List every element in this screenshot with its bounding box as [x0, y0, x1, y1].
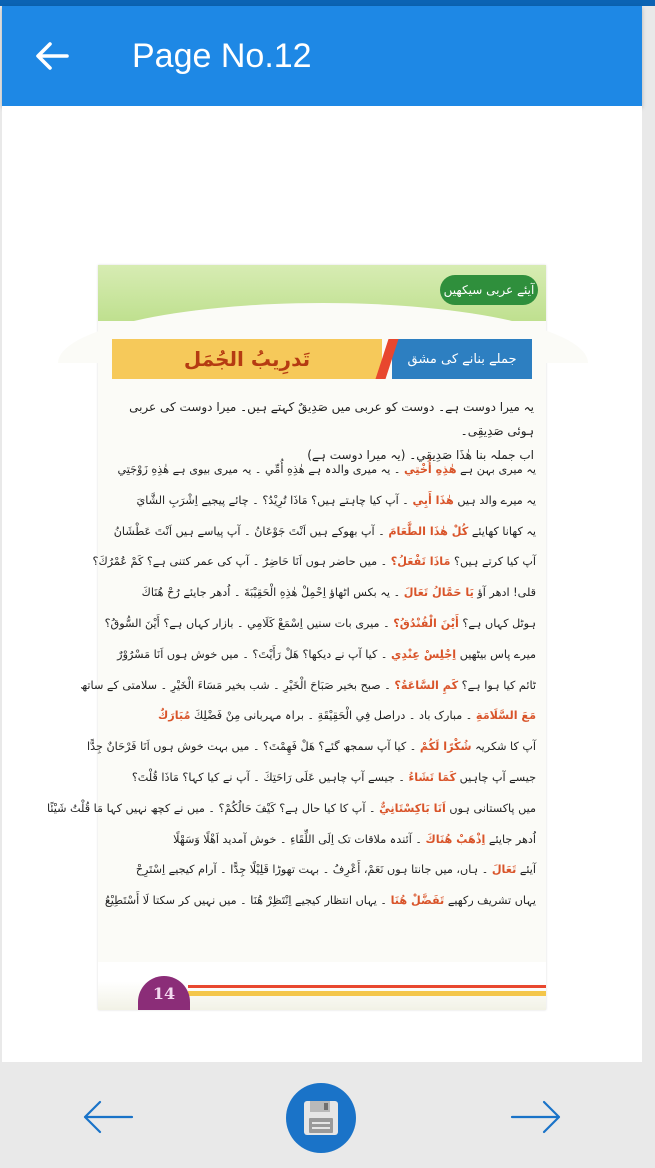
floppy-disk-icon [301, 1098, 341, 1138]
exercise-line: مَعَ السَّلَامَةِ ۔ مبارک باد ۔ دراصل فِي الْحَقِیْقَةِ ۔ براہ مہربانی مِنْ فَضْلِكَ مُبَارَكٌ [158, 709, 536, 723]
arrow-left-icon [82, 1099, 134, 1135]
banner-arabic-title: تَدرِیبُ الجُمَل [112, 339, 382, 379]
bottom-toolbar [0, 1062, 655, 1168]
exercise-line: میرے پاس بیٹھیں اِجْلِسْ عِنْدِي ۔ کیا آپ نے دیکھا؟ هَلْ رَأَیْتَ؟ ۔ میں خوش ہوں اَنَا مَسْرُوْرٌ [117, 647, 536, 661]
page-title: Page No.12 [132, 36, 312, 75]
exercise-line: آپ کا شکریہ شُکْرًا لَکُمْ ۔ کیا آپ سمجھ گئے؟ هَلْ فَهِمْتَ؟ ۔ میں بہت خوش ہوں اَنَا فَرْحَانٌ جِدًّا [87, 740, 536, 754]
exercise-line: یہاں تشریف رکھیے تَفَضَّلْ هُنَا ۔ یہاں انتظار کیجیے اِنْتَظِرْ هُنَا ۔ میں نہیں کر سکتا لَا أَسْتَطِیْعُ [104, 894, 536, 908]
previous-page-button[interactable] [78, 1092, 138, 1142]
save-button[interactable] [286, 1083, 356, 1153]
exercise-line: جیسے آپ چاہیں کَمَا تَشَاءُ ۔ جیسے آپ چاہیں عَلَی رَاحَتِكَ ۔ آپ نے کیا کہا؟ مَاذَا قُلْتَ؟ [131, 770, 536, 784]
exercise-line: یہ کھانا کھایئے کُلْ هٰذَا الطَّعَامَ ۔ آپ بھوکے ہیں اَنْتَ جَوْعَانُ ۔ آپ پیاسے ہیں اَنْتَ عَطْشَانُ [113, 524, 536, 538]
exercise-line: آیئے تَعَالَ ۔ ہاں، میں جانتا ہوں نَعَمْ، أَعْرِفُ ۔ بہت تھوڑا قَلِیْلًا جِدًّا ۔ آرام کیجیے اِسْتَرِحْ [135, 863, 536, 877]
exercise-line: یہ میری بہن ہے هٰذِهِ أُخْتِي ۔ یہ میری والدہ ہے هٰذِهِ أُمِّي ۔ یہ میری بیوی ہے هٰذِهِ زَوْجَتِي [117, 463, 536, 476]
exercise-line: ہوٹل کہاں ہے؟ أَیْنَ الْفُنْدُقُ؟ ۔ میری بات سنیں اِسْمَعْ کَلَامِي ۔ بازار کہاں ہے؟ أَیْنَ السُّوقُ؟ [104, 616, 536, 630]
back-button[interactable] [22, 26, 82, 86]
next-page-button[interactable] [506, 1092, 566, 1142]
exercise-line: میں پاکستانی ہوں اَنَا بَاکِسْتَانِيٌّ ۔ آپ کا کیا حال ہے؟ کَیْفَ حَالُکُمْ؟ ۔ میں نے کچھ نہیں کہا مَا قُلْتُ شَیْئًا [46, 801, 536, 815]
exercise-banner [112, 339, 532, 379]
exercise-line: اُدھر جایئے اِذْهَبْ هُنَاكَ ۔ آئندہ ملاقات تک اِلَی اللِّقَاءِ ۔ خوش آمدید اَهْلًا وَسَهْلًا [173, 832, 536, 846]
series-badge: آیئے عربی سیکھیں [440, 275, 538, 305]
exercise-list [46, 455, 536, 917]
arrow-right-icon [510, 1099, 562, 1135]
app-bar [2, 6, 642, 106]
banner-urdu-title: جملے بنانے کی مشق [392, 339, 532, 379]
intro-line: اب جملہ بنا هٰذَا صَدِیقِي۔ (یہ میرا دوست ہے) [307, 448, 534, 462]
page-footer [98, 962, 546, 1010]
exercise-line: قلی! ادھر آؤ یَا حَمَّالُ تَعَالَ ۔ یہ بکس اٹھاؤ اِحْمِلْ هٰذِهِ الْحَقِیْبَةَ ۔ اُدھر جایئے رُحْ هُنَاكَ [141, 586, 536, 600]
book-page-image [46, 265, 546, 1010]
exercise-line: آپ کیا کرتے ہیں؟ مَاذَا تَفْعَلُ؟ ۔ میں حاضر ہوں اَنَا حَاضِرٌ ۔ آپ کی عمر کتنی ہے؟ کَمْ عُمْرُكَ؟ [92, 555, 536, 569]
exercise-line: یہ میرے والد ہیں هٰذَا أَبِي ۔ آپ کیا چاہتے ہیں؟ مَاذَا تُرِیْدُ؟ ۔ چائے پیجیے اِشْرَبِ الشَّايَ [136, 493, 536, 507]
page-viewer[interactable] [2, 106, 642, 1062]
exercise-line: ٹائم کیا ہوا ہے؟ کَمِ السَّاعَةُ؟ ۔ صبح بخیر صَبَاحَ الْخَیْرِ ۔ شب بخیر مَسَاءَ الْخَیْرِ ۔ سلامتی کے ساتھ [80, 678, 536, 692]
intro-line: یہ میرا دوست ہے۔ دوست کو عربی میں صَدِیقٌ کہتے ہیں۔ میرا دوست کی عربی ہوئی صَدِیقِی۔ [129, 400, 534, 438]
page-number: 14 [138, 976, 190, 1010]
arrow-left-icon [35, 41, 69, 71]
